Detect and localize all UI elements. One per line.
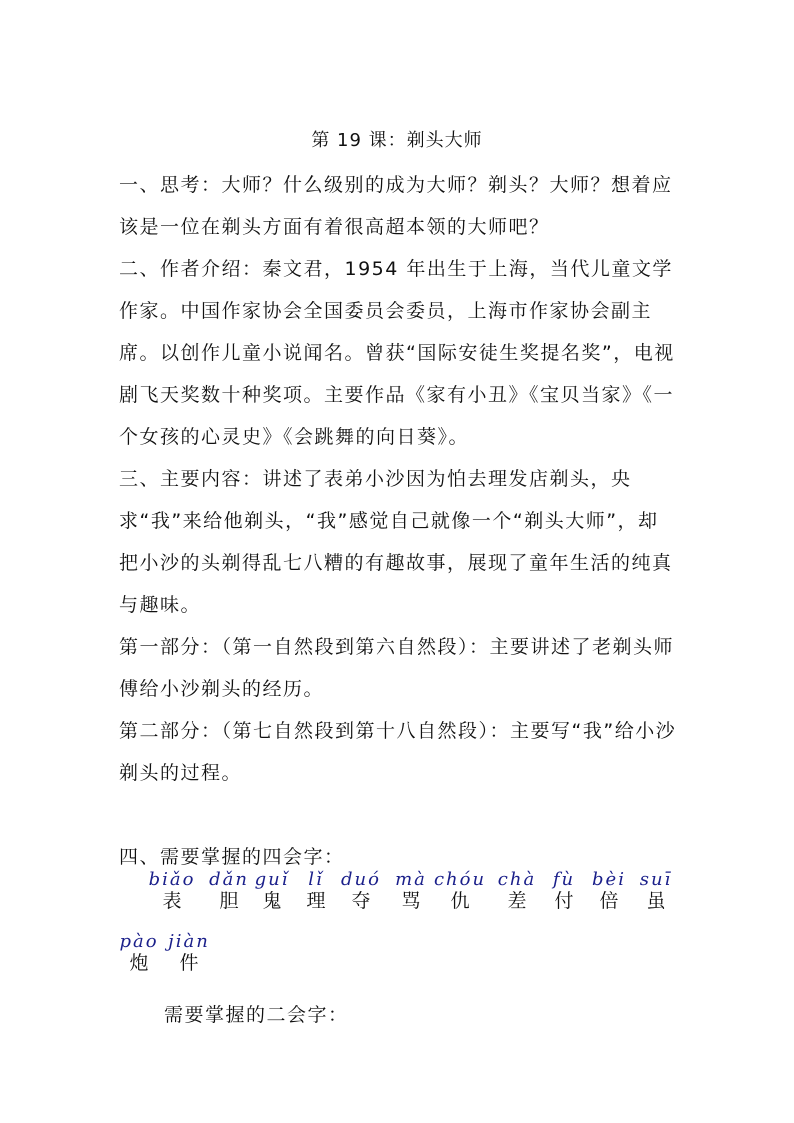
pinyin-text: dǎn	[209, 869, 249, 890]
hanzi-text: 理	[306, 890, 326, 912]
lesson-title: 第 19 课：剃头大师	[311, 130, 483, 151]
hanzi-text: 付	[554, 890, 574, 912]
document-body	[119, 164, 679, 878]
pinyin-text: chóu	[433, 869, 487, 890]
pinyin-text: pào	[119, 931, 159, 952]
section-four-title: 四、需要掌握的四会字：	[119, 846, 345, 868]
hanzi-text: 胆	[219, 890, 239, 912]
hanzi-text: 夺	[351, 890, 371, 912]
hanzi-text: 仇	[450, 890, 470, 912]
hanzi-text: 倍	[599, 890, 619, 912]
hanzi-text: 件	[179, 952, 199, 974]
pinyin-text: chà	[497, 869, 537, 890]
hanzi-text: 骂	[401, 890, 421, 912]
pinyin-text: fù	[552, 869, 576, 890]
pinyin-character	[159, 932, 219, 974]
section-two-char-title: 需要掌握的二会字：	[164, 1004, 349, 1026]
paragraph-content: 三、主要内容：讲述了表弟小沙因为怕去理发店剃头，央求“我”来给他剃头，“我”感觉自己就像一个“剃头大师”，却把小沙的头剃得乱七八糟的有趣故事，展现了童年生活的纯真与趣味。	[119, 468, 673, 616]
paragraph-part-two: 第二部分：（第七自然段到第十八自然段）：主要写“我”给小沙剃头的过程。	[119, 720, 677, 784]
pinyin-character	[626, 870, 686, 912]
pinyin-character	[430, 870, 490, 912]
pinyin-text: duó	[341, 869, 381, 890]
pinyin-text: guǐ	[254, 869, 290, 890]
pinyin-text: biǎo	[148, 869, 196, 890]
hanzi-text: 表	[162, 890, 182, 912]
paragraph-part-one: 第一部分：（第一自然段到第六自然段）：主要讲述了老剃头师傅给小沙剃头的经历。	[119, 636, 675, 700]
hanzi-text: 虽	[646, 890, 666, 912]
spacer	[119, 794, 679, 836]
pinyin-text: lǐ	[308, 869, 324, 890]
paragraph-author: 二、作者介绍：秦文君，1954 年出生于上海，当代儿童文学作家。中国作家协会全国委员会委员，上海市作家协会副主席。以创作儿童小说闻名。曾获“国际安徒生奖提名奖”，电视剧飞天奖数十种奖项。主要作品《家有小丑》《宝贝当家》《一个女孩的心灵史》《会跳舞的向日葵》。	[119, 258, 675, 448]
paragraph-think: 一、思考：大师？什么级别的成为大师？剃头？大师？想着应该是一位在剃头方面有着很高超本领的大师吧？	[119, 174, 673, 238]
pinyin-text: jiàn	[168, 931, 210, 952]
pinyin-text: suī	[639, 869, 673, 890]
pinyin-character	[142, 870, 202, 912]
hanzi-text: 差	[507, 890, 527, 912]
hanzi-text: 鬼	[262, 890, 282, 912]
pinyin-text: bèi	[592, 869, 626, 890]
hanzi-text: 炮	[129, 952, 149, 974]
pinyin-text: mà	[395, 869, 427, 890]
